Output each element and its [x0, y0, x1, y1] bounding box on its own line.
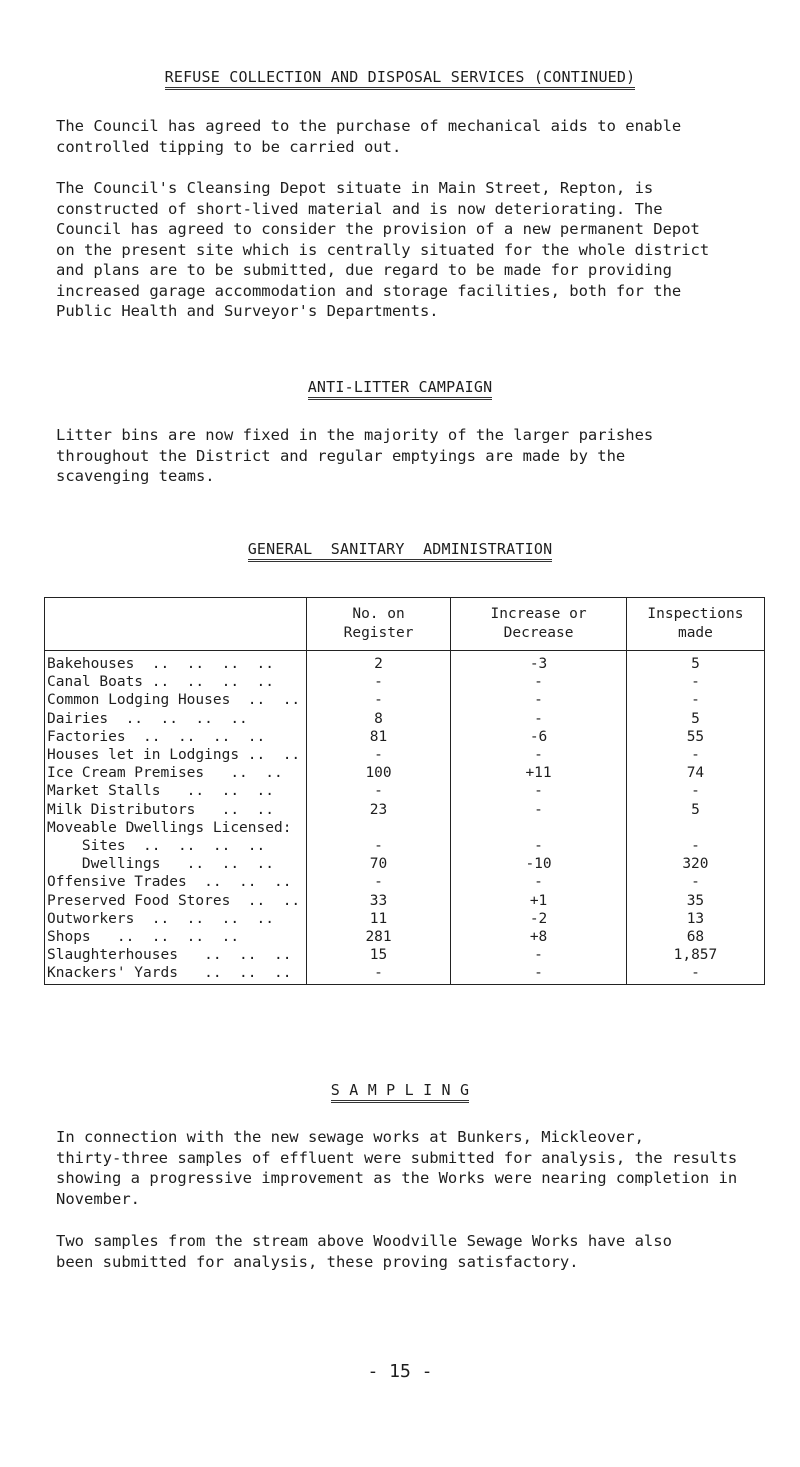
table-row — [45, 710, 765, 728]
cell-number-on-register: 8 — [306, 710, 450, 728]
cell-inspections-made: - — [626, 837, 764, 855]
cell-increase-decrease: - — [451, 946, 627, 964]
cell-increase-decrease: +1 — [451, 891, 627, 909]
header-label: No. on Register — [343, 606, 414, 641]
cell-increase-decrease: - — [451, 710, 627, 728]
cell-inspections-made: 1,857 — [626, 946, 764, 964]
cell-number-on-register: - — [306, 673, 450, 691]
cell-premises: Market Stalls .. .. .. — [45, 782, 307, 800]
cell-number-on-register: 281 — [306, 928, 450, 946]
cell-inspections-made: 55 — [626, 728, 764, 746]
cell-premises: Houses let in Lodgings .. .. — [45, 746, 307, 764]
text-line: scavenging teams. — [56, 467, 215, 485]
cell-increase-decrease: -2 — [451, 910, 627, 928]
header-increase-decrease — [451, 598, 627, 651]
cell-premises: Knackers' Yards .. .. .. — [45, 964, 307, 985]
cell-number-on-register: 23 — [306, 801, 450, 819]
text-line: showing a progressive improvement as the Works were nearing completion in — [56, 1169, 738, 1187]
text-line: throughout the District and regular emptyings are made by the — [56, 446, 626, 465]
text-line: constructed of short-lived material and is now deteriorating. The — [56, 199, 663, 218]
cell-inspections-made: 35 — [626, 891, 764, 909]
table-row — [45, 946, 765, 964]
heading-text: S A M P L I N G — [331, 1081, 469, 1103]
table-row — [45, 782, 765, 800]
cell-number-on-register: 33 — [306, 891, 450, 909]
cell-number-on-register — [306, 819, 450, 837]
heading-text: ANTI-LITTER CAMPAIGN — [308, 378, 493, 400]
cell-inspections-made: 320 — [626, 855, 764, 873]
cell-increase-decrease: -3 — [451, 651, 627, 674]
cell-premises: Ice Cream Premises .. .. — [45, 764, 307, 782]
table-row — [45, 873, 765, 891]
cell-increase-decrease: - — [451, 964, 627, 985]
table-row — [45, 764, 765, 782]
cell-increase-decrease: +8 — [451, 928, 627, 946]
cell-number-on-register: 100 — [306, 764, 450, 782]
cell-premises: Preserved Food Stores .. .. — [45, 891, 307, 909]
text-line: Two samples from the stream above Woodville Sewage Works have also — [56, 1232, 672, 1250]
cell-premises: Dwellings .. .. .. — [45, 855, 307, 873]
cell-inspections-made: 74 — [626, 764, 764, 782]
cell-inspections-made — [626, 819, 764, 837]
cell-number-on-register: - — [306, 964, 450, 985]
table-row — [45, 673, 765, 691]
table-row — [45, 910, 765, 928]
cell-premises: Outworkers .. .. .. .. — [45, 910, 307, 928]
table-row — [45, 837, 765, 855]
cell-inspections-made: - — [626, 964, 764, 985]
cell-premises: Moveable Dwellings Licensed: — [45, 819, 307, 837]
cell-increase-decrease: -6 — [451, 728, 627, 746]
cell-premises: Common Lodging Houses .. .. — [45, 691, 307, 709]
cell-number-on-register: 15 — [306, 946, 450, 964]
cell-number-on-register: - — [306, 782, 450, 800]
table-row — [45, 964, 765, 985]
table-row — [45, 651, 765, 674]
table-header-row — [45, 598, 765, 651]
text-line: Litter bins are now fixed in the majority of the larger parishes — [56, 426, 654, 444]
table-row — [45, 691, 765, 709]
text-line: November. — [56, 1189, 140, 1208]
cell-inspections-made: - — [626, 691, 764, 709]
paragraph-cleansing-depot — [56, 178, 776, 322]
cell-number-on-register: 81 — [306, 728, 450, 746]
cell-inspections-made: 5 — [626, 710, 764, 728]
header-label: Inspections made — [647, 606, 744, 641]
table-row — [45, 891, 765, 909]
text-line: Public Health and Surveyor's Departments. — [56, 302, 439, 320]
text-line: been submitted for analysis, these proving satisfactory. — [56, 1252, 579, 1271]
cell-number-on-register: - — [306, 837, 450, 855]
paragraph-sewage-works — [56, 1127, 776, 1209]
text-line: Council has agreed to consider the provision of a new permanent Depot — [56, 220, 700, 238]
cell-premises: Shops .. .. .. .. — [45, 928, 307, 946]
text-line: controlled tipping to be carried out. — [56, 137, 402, 156]
cell-inspections-made: 13 — [626, 910, 764, 928]
text-line: The Council has agreed to the purchase of mechanical aids to enable — [56, 117, 682, 135]
table-row — [45, 801, 765, 819]
cell-number-on-register: - — [306, 746, 450, 764]
cell-increase-decrease: - — [451, 837, 627, 855]
heading-text: REFUSE COLLECTION AND DISPOSAL SERVICES (CONTINUED) — [165, 68, 636, 90]
text-line: In connection with the new sewage works at Bunkers, Mickleover, — [56, 1128, 644, 1146]
cell-premises: Dairies .. .. .. .. — [45, 710, 307, 728]
text-line: The Council's Cleansing Depot situate in Main Street, Repton, is — [56, 179, 654, 197]
cell-inspections-made: 68 — [626, 928, 764, 946]
cell-premises: Slaughterhouses .. .. .. — [45, 946, 307, 964]
text-line: increased garage accommodation and storage facilities, both for the — [56, 281, 682, 300]
cell-increase-decrease: - — [451, 691, 627, 709]
cell-inspections-made: - — [626, 873, 764, 891]
section-heading-sanitary — [0, 540, 800, 562]
cell-increase-decrease — [451, 819, 627, 837]
cell-premises: Milk Distributors .. .. — [45, 801, 307, 819]
header-label: Increase or Decrease — [490, 606, 587, 641]
heading-text: GENERAL SANITARY ADMINISTRATION — [248, 540, 553, 562]
section-heading-anti-litter — [0, 378, 800, 400]
paragraph-litter-bins — [56, 425, 776, 487]
table-row — [45, 746, 765, 764]
cell-increase-decrease: - — [451, 782, 627, 800]
section-heading-refuse — [0, 68, 800, 90]
paragraph-mechanical-aids — [56, 116, 776, 157]
header-premises — [45, 598, 307, 651]
sanitary-administration-table — [44, 597, 765, 985]
header-inspections-made — [626, 598, 764, 651]
cell-increase-decrease: - — [451, 801, 627, 819]
cell-increase-decrease: - — [451, 746, 627, 764]
table-row — [45, 819, 765, 837]
cell-increase-decrease: - — [451, 673, 627, 691]
cell-inspections-made: - — [626, 673, 764, 691]
cell-number-on-register: 2 — [306, 651, 450, 674]
cell-number-on-register: - — [306, 873, 450, 891]
cell-number-on-register: 11 — [306, 910, 450, 928]
cell-number-on-register: 70 — [306, 855, 450, 873]
table-row — [45, 728, 765, 746]
text-line: on the present site which is centrally situated for the whole district — [56, 240, 710, 259]
cell-inspections-made: - — [626, 782, 764, 800]
cell-increase-decrease: +11 — [451, 764, 627, 782]
page-number: - 15 - — [367, 1361, 433, 1382]
table-row — [45, 855, 765, 873]
cell-premises: Sites .. .. .. .. — [45, 837, 307, 855]
text-line: and plans are to be submitted, due regard to be made for providing — [56, 261, 672, 279]
cell-inspections-made: 5 — [626, 801, 764, 819]
cell-increase-decrease: - — [451, 873, 627, 891]
cell-inspections-made: - — [626, 746, 764, 764]
cell-increase-decrease: -10 — [451, 855, 627, 873]
cell-inspections-made: 5 — [626, 651, 764, 674]
cell-premises: Canal Boats .. .. .. .. — [45, 673, 307, 691]
table-body — [45, 651, 765, 985]
cell-number-on-register: - — [306, 691, 450, 709]
cell-premises: Bakehouses .. .. .. .. — [45, 651, 307, 674]
text-line: thirty-three samples of effluent were submitted for analysis, the results — [56, 1148, 738, 1167]
paragraph-woodville-samples — [56, 1231, 776, 1272]
table-row — [45, 928, 765, 946]
cell-premises: Offensive Trades .. .. .. — [45, 873, 307, 891]
header-number-on-register — [306, 598, 450, 651]
cell-premises: Factories .. .. .. .. — [45, 728, 307, 746]
section-heading-sampling — [0, 1081, 800, 1103]
